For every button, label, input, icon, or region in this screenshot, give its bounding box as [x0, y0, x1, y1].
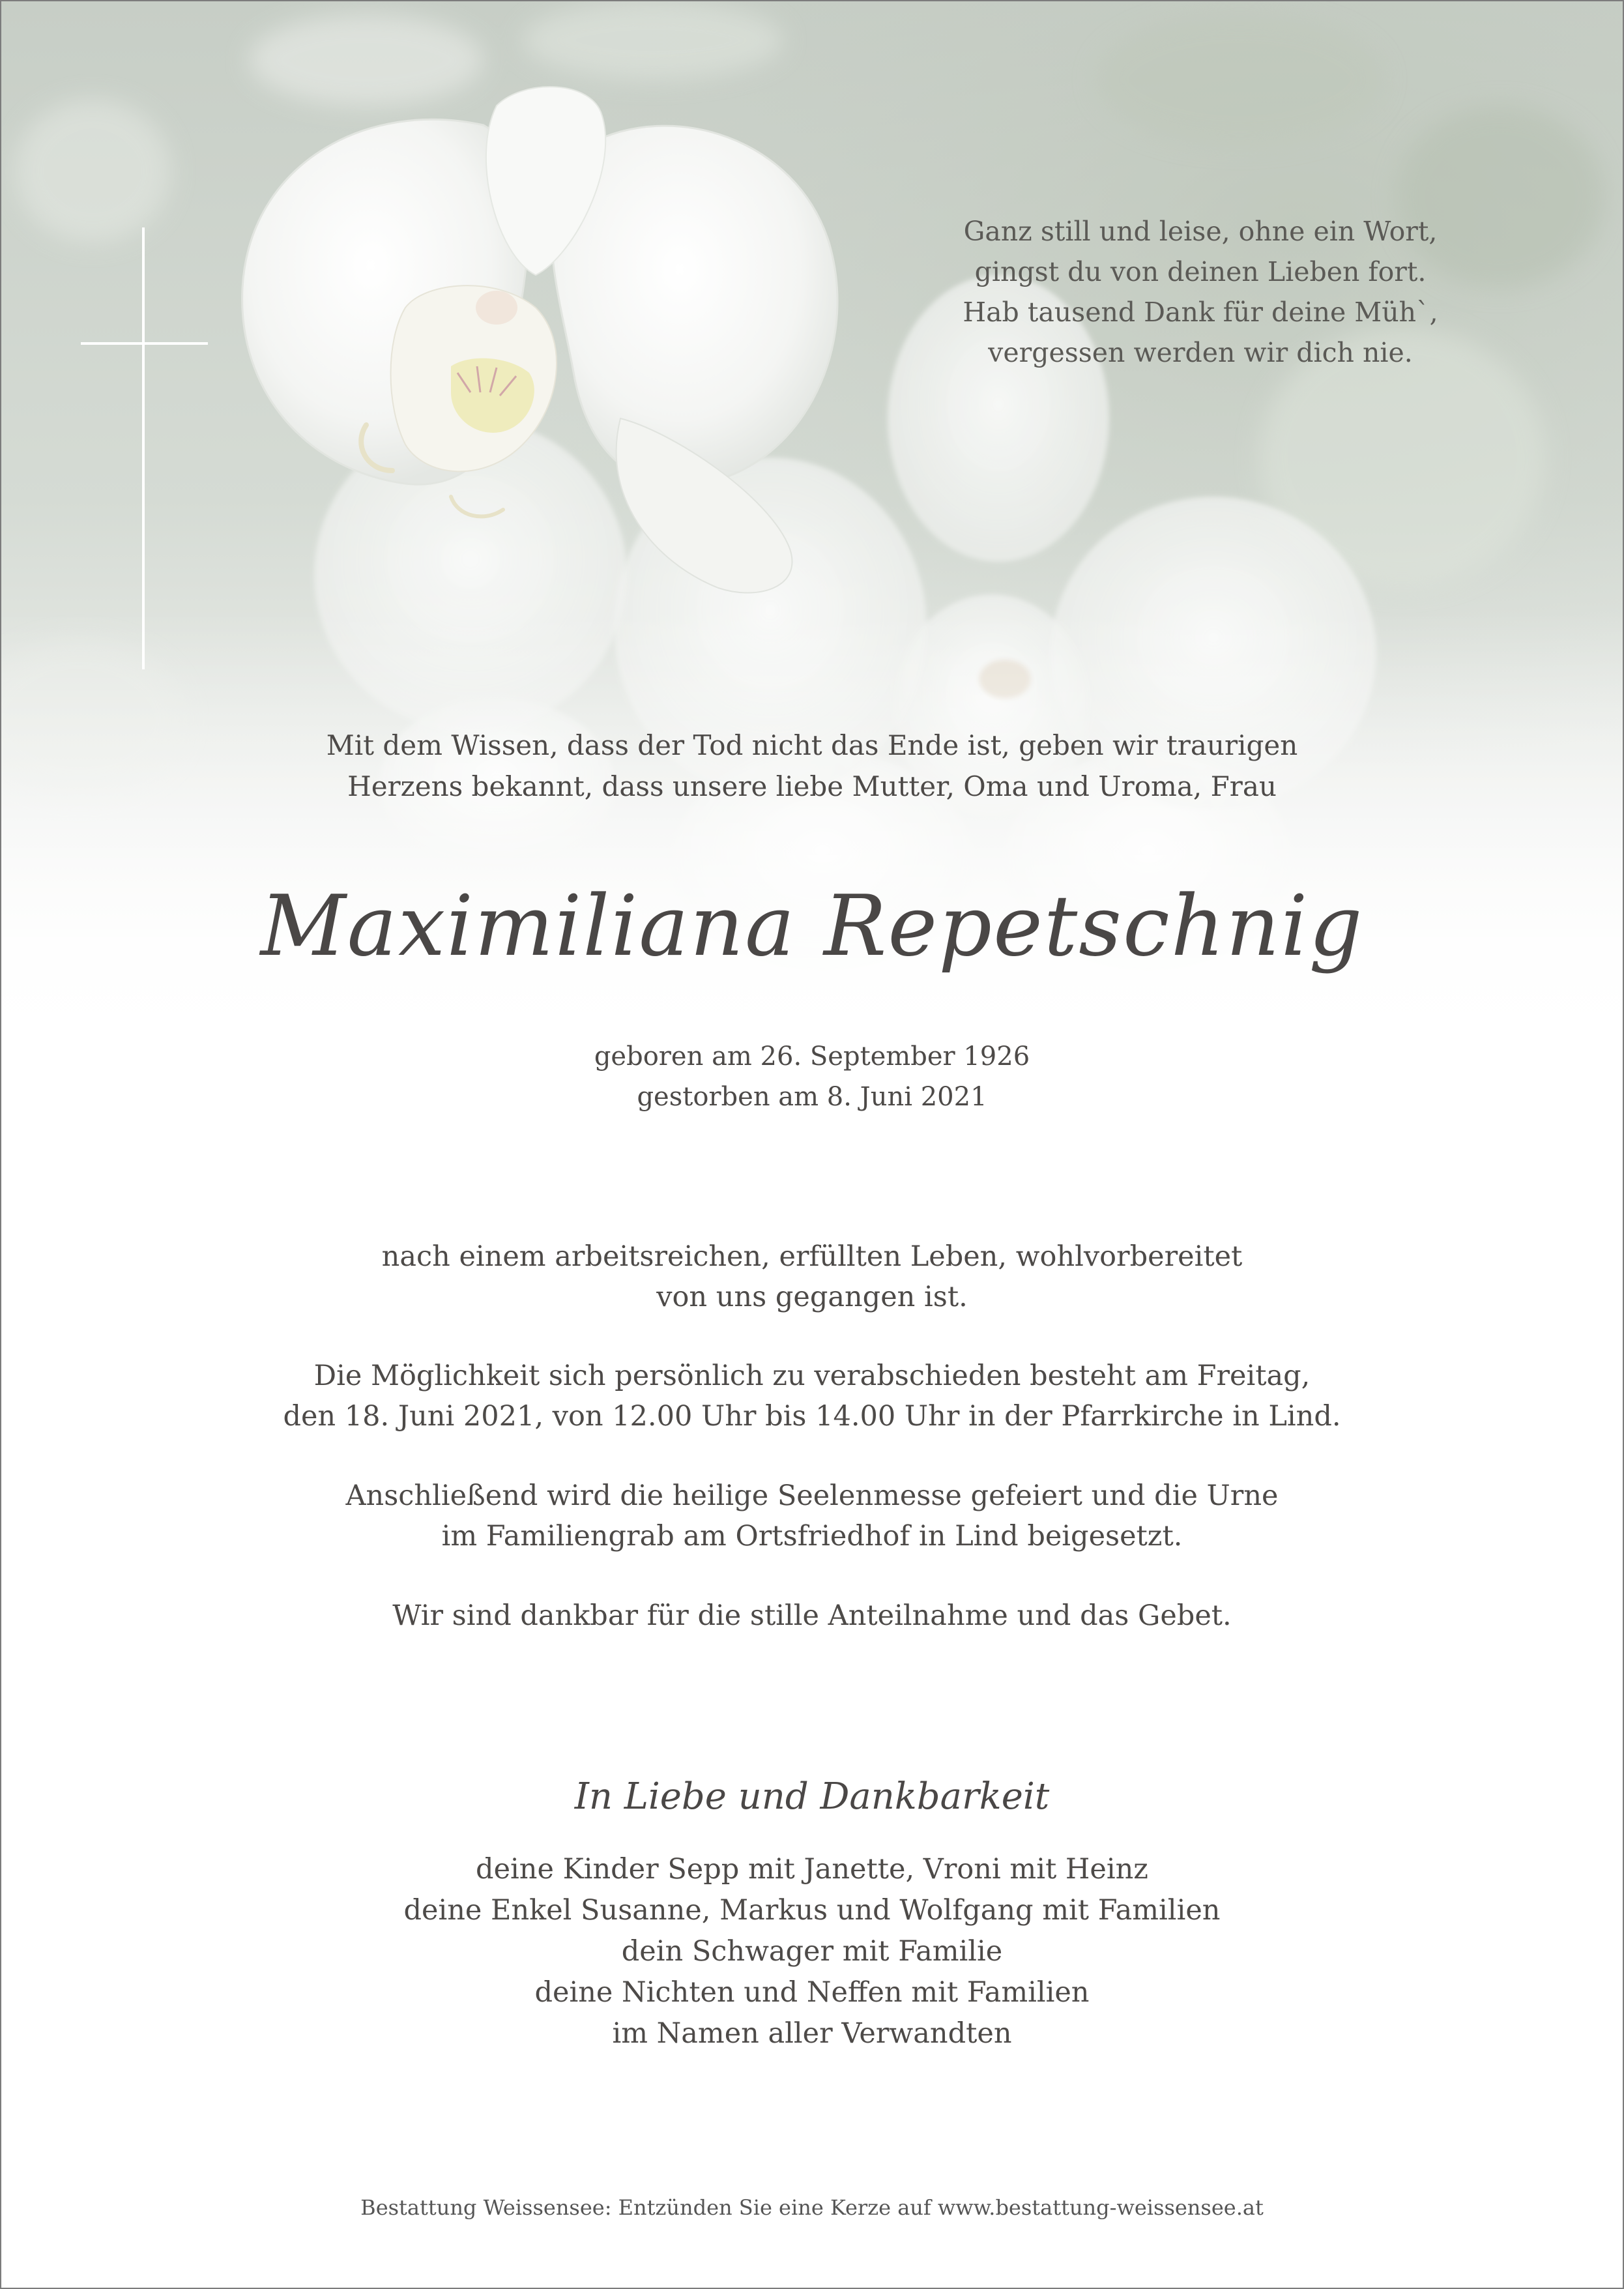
body-line: nach einem arbeitsreichen, erfüllten Leben, wohlvorbereitet [381, 1240, 1243, 1273]
mourner-line: dein Schwager mit Familie [621, 1935, 1003, 1968]
body-line: im Familiengrab am Ortsfriedhof in Lind beigesetzt. [441, 1520, 1183, 1553]
body-line: den 18. Juni 2021, von 12.00 Uhr bis 14.00 Uhr in der Pfarrkirche in Lind. [283, 1400, 1341, 1433]
mourner-line: deine Nichten und Neffen mit Familien [534, 1976, 1090, 2009]
intro-line: Mit dem Wissen, dass der Tod nicht das Ende ist, geben wir traurigen [326, 729, 1298, 761]
poem-line: gingst du von deinen Lieben fort. [974, 256, 1427, 287]
body-line: von uns gegangen ist. [656, 1281, 968, 1313]
closing-heading: In Liebe und Dankbarkeit [574, 1775, 1050, 1818]
poem-line: vergessen werden wir dich nie. [988, 337, 1413, 368]
announcement-intro [1, 725, 1623, 807]
body-paragraph [1, 1236, 1623, 1317]
body-line: Anschließend wird die heilige Seelenmesse gefeiert und die Urne [345, 1480, 1279, 1512]
poem [875, 211, 1526, 373]
footer-note: Bestattung Weissensee: Entzünden Sie eine Kerze auf www.bestattung-weissensee.at [360, 2195, 1264, 2220]
poem-line: Ganz still und leise, ohne ein Wort, [963, 216, 1438, 247]
mourner-line: im Namen aller Verwandten [612, 2017, 1012, 2050]
body-line: Wir sind dankbar für die stille Anteilnahme und das Gebet. [392, 1599, 1232, 1632]
birth-date: geboren am 26. September 1926 [594, 1042, 1030, 1072]
deceased-name: Maximiliana Repetschnig [260, 878, 1364, 975]
farewell-paragraph [1, 1356, 1623, 1436]
life-dates [1, 1036, 1623, 1117]
mourner-line: deine Enkel Susanne, Markus und Wolfgang mit Familien [403, 1894, 1221, 1927]
poem-line: Hab tausend Dank für deine Müh`, [963, 297, 1438, 328]
thanks-paragraph [1, 1596, 1623, 1636]
mourners-list [1, 1849, 1623, 2054]
death-date: gestorben am 8. Juni 2021 [637, 1082, 987, 1112]
mass-paragraph [1, 1476, 1623, 1556]
intro-line: Herzens bekannt, dass unsere liebe Mutter, Oma und Uroma, Frau [347, 770, 1277, 802]
body-line: Die Möglichkeit sich persönlich zu verabschieden besteht am Freitag, [313, 1360, 1311, 1392]
mourner-line: deine Kinder Sepp mit Janette, Vroni mit Heinz [476, 1853, 1148, 1886]
